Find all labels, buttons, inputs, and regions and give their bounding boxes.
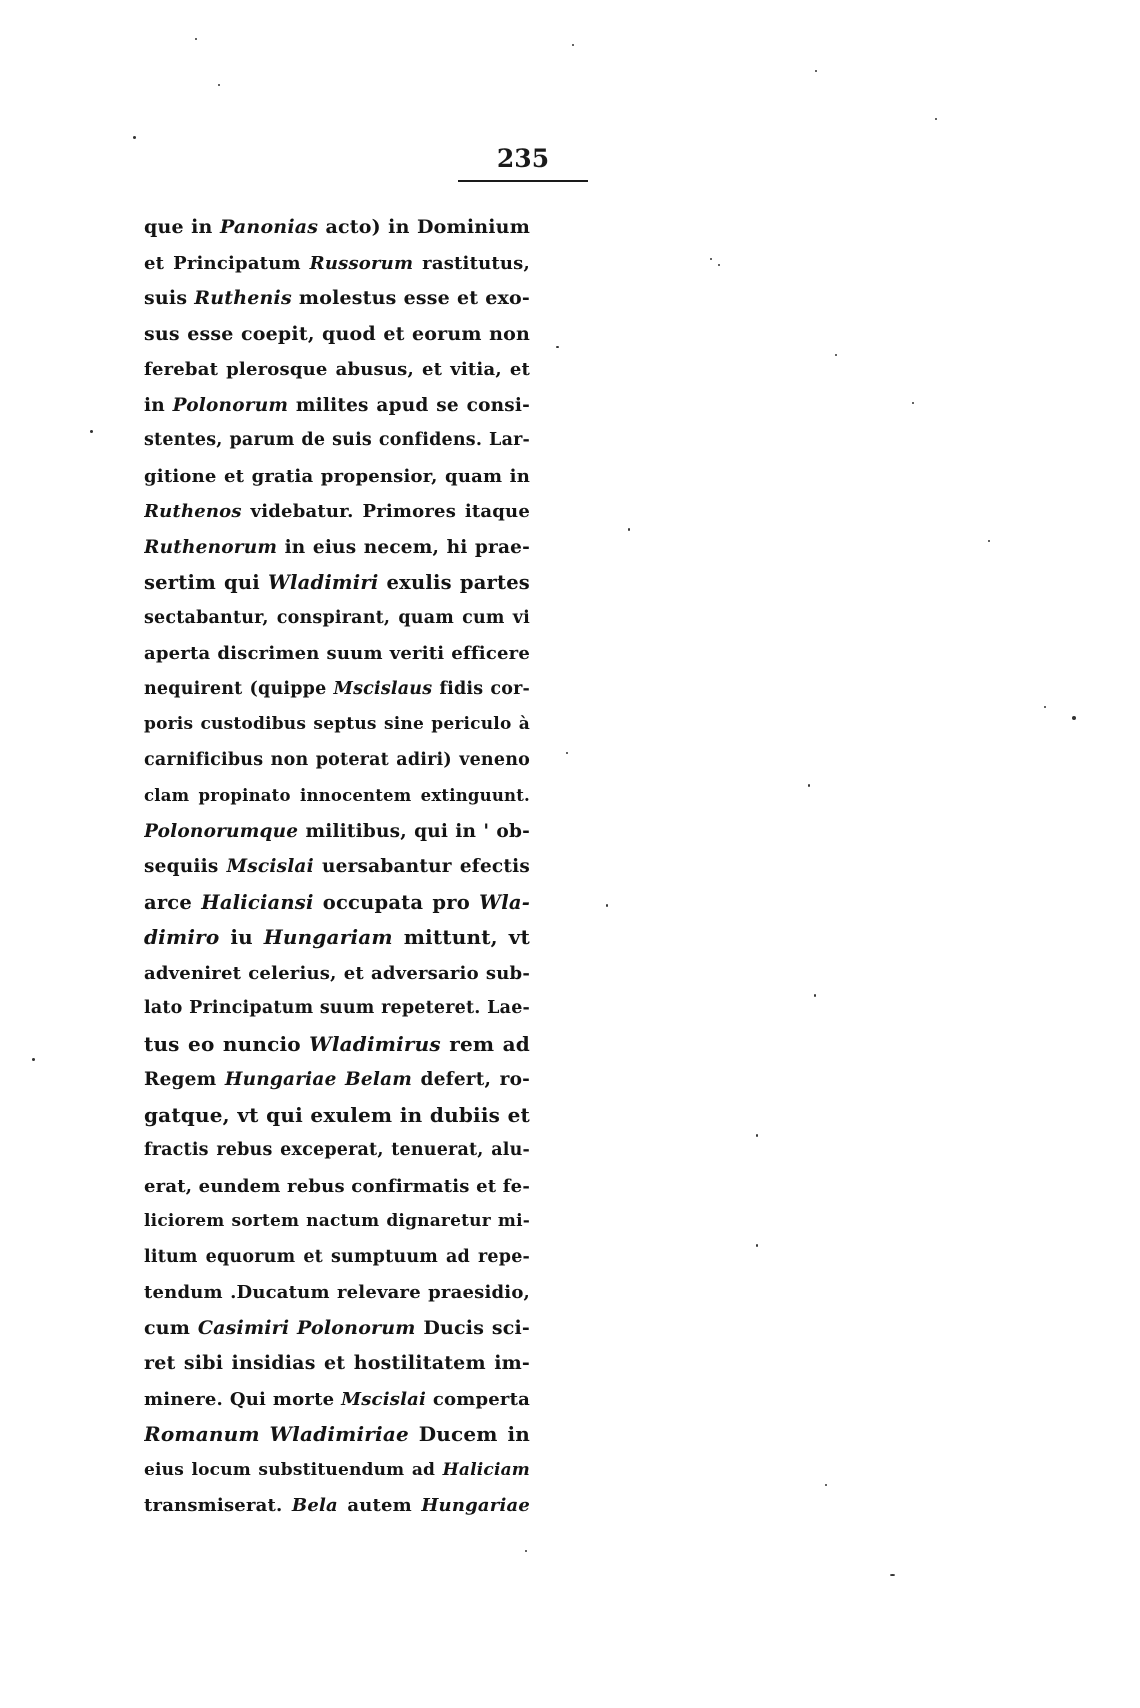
header-rule (458, 180, 588, 182)
scan-speck (912, 402, 914, 404)
scan-speck (808, 784, 810, 787)
text-line (144, 1204, 530, 1240)
text-line (144, 1346, 530, 1382)
text-line (144, 494, 530, 530)
scan-speck (890, 1574, 895, 1576)
text-segment: stentes, parum de suis confidens. Lar- (144, 430, 530, 450)
text-segment: sequiis (144, 856, 227, 877)
text-segment: sertim qui (144, 571, 268, 594)
text-segment: que in (144, 216, 220, 238)
text-segment: clam propinato innocentem extinguunt. (144, 786, 530, 805)
text-segment: uersabantur efectis (313, 856, 530, 877)
text-segment: tendum (144, 1282, 231, 1303)
italic-name: Haliciansi (201, 890, 314, 914)
scan-speck (195, 38, 197, 40)
scan-speck (718, 264, 720, 266)
scan-speck (756, 1134, 758, 1137)
scan-speck (572, 44, 574, 46)
text-segment: in eius necem, hi prae- (277, 536, 530, 558)
text-segment: sectabantur, conspirant, quam cum vi (144, 607, 530, 628)
text-segment: Ducem in (408, 1422, 530, 1446)
text-line (144, 1240, 530, 1276)
text-line (144, 423, 530, 459)
text-line (144, 601, 530, 637)
text-line (144, 388, 530, 424)
text-segment: et Principatum (144, 252, 310, 274)
text-line (144, 1062, 530, 1098)
text-line (144, 1382, 530, 1418)
text-line (144, 1311, 530, 1347)
text-segment: liciorem sortem nactum dignaretur mi- (144, 1211, 530, 1231)
text-segment: nequirent (quippe (144, 678, 334, 699)
italic-name: Mscislai (341, 1388, 427, 1410)
text-line (144, 1027, 530, 1063)
italic-name: Mscislai (226, 856, 314, 877)
scan-speck (756, 1244, 758, 1247)
text-segment: Ducis sci- (415, 1316, 530, 1339)
text-line (144, 530, 530, 566)
italic-name: Russorum (309, 252, 414, 274)
text-segment: aperta discrimen suum veriti efficere (144, 643, 530, 664)
scan-speck (815, 70, 817, 72)
text-segment: tus eo nuncio (144, 1031, 310, 1056)
text-line (144, 1275, 530, 1311)
scan-speck (1072, 716, 1076, 720)
text-segment: minere. Qui morte (144, 1388, 342, 1410)
text-segment: .Ducatum relevare praesidio, (230, 1282, 530, 1303)
text-segment: fractis rebus exceperat, tenuerat, alu- (144, 1140, 530, 1160)
text-line (144, 778, 530, 814)
italic-name: Romanum Wladimiriae (144, 1422, 409, 1446)
text-segment: Regem (144, 1069, 225, 1090)
text-segment: litum equorum et sumptuum ad repe- (144, 1246, 530, 1267)
text-line (144, 707, 530, 743)
text-segment: arce (144, 890, 202, 914)
text-line (144, 885, 530, 921)
text-line (144, 1417, 530, 1453)
text-segment: erat, eundem rebus confirmatis et fe- (144, 1175, 530, 1197)
text-segment: comperta (426, 1388, 530, 1410)
text-line (144, 920, 530, 956)
text-segment: eius locum substituendum ad (144, 1459, 443, 1480)
text-segment: occupata pro (313, 890, 480, 914)
italic-name: Ruthenos (144, 501, 242, 522)
scan-speck (1044, 706, 1046, 708)
scan-speck (825, 1484, 827, 1486)
scan-speck (988, 540, 990, 542)
text-segment: autem (337, 1495, 422, 1516)
text-line (144, 459, 530, 495)
italic-name: Polonorum (172, 394, 289, 416)
text-segment: molestus esse et exo- (291, 287, 530, 309)
text-line (144, 1453, 530, 1489)
text-line (144, 246, 530, 282)
text-segment: militibus, qui in ' ob- (298, 820, 530, 842)
scan-speck (710, 258, 712, 260)
text-line (144, 317, 530, 353)
italic-name: Mscislaus (333, 678, 433, 699)
text-line (144, 1169, 530, 1205)
italic-name: Wladimirus (309, 1031, 441, 1056)
text-line (144, 814, 530, 850)
text-line (144, 1488, 530, 1524)
scan-speck (133, 136, 136, 139)
text-segment: mittunt, vt (392, 925, 530, 949)
text-segment: sus esse coepit, quod et eorum non (144, 322, 530, 345)
text-segment: rem ad (440, 1031, 530, 1056)
text-line (144, 636, 530, 672)
text-segment: in (144, 394, 173, 416)
italic-name: Ruthenis (194, 287, 292, 309)
italic-name: Haliciam (442, 1459, 530, 1480)
text-segment: lato Principatum suum repeteret. Lae- (144, 998, 530, 1018)
text-segment: carnificibus non poterat adiri) veneno (144, 749, 530, 770)
italic-name: Wladimiri (267, 571, 379, 594)
text-segment: fidis cor- (432, 678, 530, 699)
italic-name: Ruthenorum (144, 536, 278, 558)
text-segment: gatque, vt qui exulem in dubiis et (144, 1102, 530, 1127)
italic-name: Wla- (479, 890, 530, 914)
body-text (144, 210, 530, 1524)
italic-name: Hungariae Belam (224, 1069, 413, 1090)
scan-speck (606, 904, 608, 907)
italic-name: Panonias (219, 216, 319, 238)
text-line (144, 1098, 530, 1134)
text-segment: exulis partes (378, 571, 530, 594)
page-number: 235 (496, 144, 550, 173)
scan-speck (525, 1550, 527, 1552)
scan-speck (556, 346, 559, 348)
scan-speck (566, 752, 568, 754)
scan-speck (835, 354, 837, 356)
text-line (144, 210, 530, 246)
text-line (144, 991, 530, 1027)
text-segment: cum (144, 1316, 198, 1339)
italic-name: Polonorumque (144, 820, 299, 842)
text-segment: poris custodibus septus sine periculo à (144, 714, 530, 734)
text-segment: ferebat plerosque abusus, et vitia, et (144, 359, 530, 380)
scan-speck (90, 430, 93, 433)
text-line (144, 281, 530, 317)
text-segment: ret sibi insidias et hostilitatem im- (144, 1352, 530, 1374)
text-line (144, 352, 530, 388)
text-segment: rastitutus, (413, 252, 530, 274)
text-segment: acto) in Dominium (318, 216, 530, 238)
text-line (144, 849, 530, 885)
text-line (144, 672, 530, 708)
scan-speck (935, 118, 937, 120)
scan-speck (814, 994, 816, 997)
text-segment: adveniret celerius, et adversario sub- (144, 962, 530, 984)
text-segment: transmiserat. (144, 1495, 292, 1516)
text-segment: gitione et gratia propensior, quam in (144, 465, 530, 487)
italic-name: Casimiri Polonorum (197, 1316, 416, 1339)
text-segment: videbatur. Primores itaque (241, 501, 530, 522)
italic-name: Hungariam (263, 925, 393, 949)
text-line (144, 1133, 530, 1169)
text-line (144, 956, 530, 992)
scan-speck (628, 528, 630, 531)
text-segment: milites apud se consi- (288, 394, 530, 416)
scan-speck (32, 1058, 35, 1061)
text-segment: suis (144, 287, 195, 309)
italic-name: dimiro (144, 925, 220, 949)
italic-name: Bela (291, 1495, 338, 1516)
text-line (144, 743, 530, 779)
text-segment: iu (219, 925, 264, 949)
scan-speck (218, 84, 220, 86)
italic-name: Hungariae (421, 1495, 530, 1516)
text-segment: defert, ro- (412, 1069, 530, 1090)
text-line (144, 565, 530, 601)
